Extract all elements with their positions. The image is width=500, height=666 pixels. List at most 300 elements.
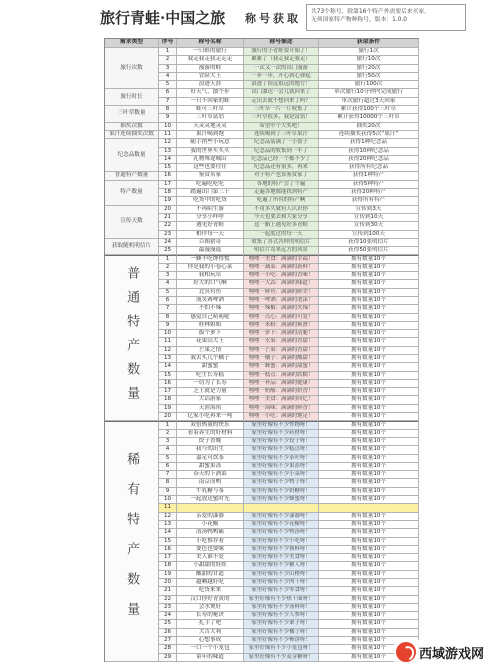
- title-description: 连续喝到了三叶草果汁: [244, 131, 319, 139]
- title-name: 桂林姐姐: [177, 322, 244, 330]
- column-header: 获取条件: [319, 39, 419, 48]
- row-number: 14: [159, 529, 177, 537]
- title-name: 一只不回家的蛙: [177, 98, 244, 106]
- title-name: 童年的味道: [177, 654, 244, 662]
- title-description: 家里好像有不少人参呀！: [244, 612, 319, 620]
- row-number: 24: [159, 239, 177, 247]
- acquisition-condition: 获得50张明信片: [319, 247, 419, 255]
- row-number: 4: [159, 280, 177, 288]
- title-name: 大吉大利: [177, 629, 244, 637]
- title-description: 一步一步，开心到心弹起: [244, 73, 319, 81]
- title-name: 一颗不吃馋得慌: [177, 255, 244, 263]
- title-name: 美人谁不爱: [177, 554, 244, 562]
- acquisition-condition: 拥有数量10个: [319, 330, 419, 338]
- row-number: 2: [159, 430, 177, 438]
- acquisition-condition: 拥有数量10个: [319, 620, 419, 628]
- title-description: 旅行的小青蛙要开始了！: [244, 48, 319, 56]
- watermark-text: 西域游戏网: [419, 645, 485, 661]
- requirement-type: 普通特产数量: [105, 172, 159, 180]
- title-description: 家里好像有不少鸭汤呀！: [244, 529, 319, 537]
- acquisition-condition: 拥有数量10个: [319, 471, 419, 479]
- acquisition-condition: 拥有数量10个: [319, 463, 419, 471]
- acquisition-condition: 拥有数量10个: [319, 264, 419, 272]
- requirement-type: 果汁连续抽奖次数: [105, 131, 159, 139]
- row-number: 28: [159, 645, 177, 653]
- title-description: 一起度过的每一天: [244, 231, 319, 239]
- acquisition-condition: 旅行20次: [319, 65, 419, 73]
- acquisition-condition: 拥有数量10个: [319, 645, 419, 653]
- title-description: 家里好像有不少茶叶呀！: [244, 455, 319, 463]
- acquisition-condition: 拥有数量10个: [319, 413, 419, 421]
- acquisition-condition: 累计获得100个三叶草: [319, 106, 419, 114]
- watermark-logo-icon: [396, 642, 416, 662]
- row-number: 13: [159, 355, 177, 363]
- row-number: 25: [159, 620, 177, 628]
- title-name: 小甜甜的娃娃: [177, 562, 244, 570]
- title-name: 一口一个小笼包: [177, 645, 244, 653]
- title-name: 不怕不辣: [177, 305, 244, 313]
- title-description: 嘿嘿一萝卜：满满的清脆！: [244, 330, 319, 338]
- acquisition-condition: 单次旅行10分钟内完成旅行: [319, 89, 419, 97]
- acquisition-condition: 拥有数量10个: [319, 521, 419, 529]
- row-number: 8: [159, 314, 177, 322]
- row-number: 9: [159, 114, 177, 122]
- acquisition-condition: 拥有数量10个: [319, 654, 419, 662]
- title-name: 扎手了吧: [177, 620, 244, 628]
- title-name: 这些也要往往: [177, 164, 244, 172]
- column-header: 序号: [159, 39, 177, 48]
- title-name: 牛乳糖与茶: [177, 488, 244, 496]
- acquisition-condition: 宣传到30天: [319, 222, 419, 230]
- row-number: 12: [159, 513, 177, 521]
- title-name: 踏遍出门第三十: [177, 189, 244, 197]
- title-description: 纪念品还有很多，再来: [244, 164, 319, 172]
- title-name: 最漫漫遥: [177, 247, 244, 255]
- title-description: 明信片寄来远方的风景: [244, 247, 319, 255]
- watermark: [394, 640, 496, 664]
- title-description: 家里好像有不少糖人呀！: [244, 562, 319, 570]
- acquisition-condition: 拥有数量10个: [319, 322, 419, 330]
- title-description: 家里好像有不少饺子呀！: [244, 438, 319, 446]
- row-number: 24: [159, 612, 177, 620]
- acquisition-condition: 旅行50次: [319, 73, 419, 81]
- acquisition-condition: 拥有数量10个: [319, 455, 419, 463]
- acquisition-condition: 拥有数量10个: [319, 430, 419, 438]
- title-name: 礼物殊途城山: [177, 156, 244, 164]
- title-name: 小吃推荐看: [177, 538, 244, 546]
- row-number: 19: [159, 571, 177, 579]
- title-description: 各地的特产尝了个遍: [244, 181, 319, 189]
- row-number: 15: [159, 538, 177, 546]
- column-header: 称号名称: [177, 39, 244, 48]
- acquisition-condition: 获得20种特产: [319, 189, 419, 197]
- acquisition-condition: 宣传到10天: [319, 214, 419, 222]
- acquisition-condition: 获得所有纪念品: [319, 164, 419, 172]
- title-name: 流笑赛啤酒: [177, 297, 244, 305]
- row-number: 7: [159, 471, 177, 479]
- row-number: 20: [159, 579, 177, 587]
- requirement-type: 稀有特产数量: [105, 421, 159, 662]
- title-description: 家里好像有不少果冻呀！: [244, 463, 319, 471]
- requirement-type: 三叶草数量: [105, 106, 159, 123]
- acquisition-condition: 拥有数量10个: [319, 280, 419, 288]
- title-name: 芝士就是力量: [177, 388, 244, 396]
- row-number: 19: [159, 197, 177, 205]
- title-name: 百图猎奇: [177, 239, 244, 247]
- title-description: 希望中个大奖吧！: [244, 123, 319, 131]
- title-name: 蛙可三叶草: [177, 106, 244, 114]
- row-number: 23: [159, 231, 177, 239]
- acquisition-condition: 旅行1次: [319, 48, 419, 56]
- row-number: 3: [159, 438, 177, 446]
- title-name: 果汁喝到饱: [177, 131, 244, 139]
- title-name: 甜蜜果冻: [177, 463, 244, 471]
- acquisition-condition: 拥有数量10个: [319, 571, 419, 579]
- title-table: [104, 38, 419, 662]
- title-name: 花果山大王: [177, 338, 244, 346]
- acquisition-condition: 获得1种特产: [319, 172, 419, 180]
- row-number: 13: [159, 521, 177, 529]
- row-number: 5: [159, 81, 177, 89]
- title-name: 我相玩卓: [177, 272, 244, 280]
- title-description: 家里好像有不少山楂呀！: [244, 571, 319, 579]
- title-name: 相伴每一天: [177, 231, 244, 239]
- acquisition-condition: 拥有数量10个: [319, 380, 419, 388]
- acquisition-condition: 拥有数量10个: [319, 554, 419, 562]
- title-description: 家里好像有不少炸物呀！: [244, 421, 319, 429]
- acquisition-condition: 拥有数量10个: [319, 513, 419, 521]
- row-number: 23: [159, 604, 177, 612]
- title-name: 亿家小吃再来一吨: [177, 413, 244, 421]
- requirement-type: 抽奖次数: [105, 123, 159, 131]
- title-description: 这一路上遇见好多青蛙: [244, 222, 319, 230]
- page-title: 旅行青蛙·中国之旅: [100, 9, 226, 27]
- title-description: 嘿嘿一海味：满满的鲜香！: [244, 405, 319, 413]
- row-number: 27: [159, 637, 177, 645]
- row-number: 12: [159, 347, 177, 355]
- title-description: 嘿嘿一辣椒：满满的火辣！: [244, 305, 319, 313]
- row-number: 16: [159, 380, 177, 388]
- title-description: 三叶草很多，我是富翁！: [244, 114, 319, 122]
- title-description: 嘿嘿一小吃：满满的饱足！: [244, 413, 319, 421]
- column-header: 需求类型: [105, 39, 159, 48]
- row-number: 8: [159, 106, 177, 114]
- row-number: 10: [159, 496, 177, 504]
- acquisition-condition: 拥有数量10个: [319, 396, 419, 404]
- requirement-type: 获取随机明信片: [105, 239, 159, 256]
- acquisition-condition: 拥有数量10个: [319, 596, 419, 604]
- acquisition-condition: 拥有数量10个: [319, 587, 419, 595]
- row-number: 19: [159, 405, 177, 413]
- title-description: 嘿嘿一大蒜：满满的味道！: [244, 280, 319, 288]
- title-description: 嘿嘿一美食：满满的幸福！: [244, 255, 319, 263]
- row-number: 17: [159, 388, 177, 396]
- title-name: 大话游家: [177, 396, 244, 404]
- title-name: 天涯海角: [177, 405, 244, 413]
- row-number: 5: [159, 455, 177, 463]
- title-description: 家里好像有不少小笼包呀！: [244, 645, 319, 653]
- row-number: 14: [159, 156, 177, 164]
- title-name: 双倍热量的快乐: [177, 421, 244, 429]
- acquisition-condition: 拥有数量10个: [319, 289, 419, 297]
- title-description: 家里好像有不少漆器呀！: [244, 513, 319, 521]
- acquisition-condition: 累计获得10000个三叶草: [319, 114, 419, 122]
- row-number: 20: [159, 413, 177, 421]
- title-description: 家里好像有不少酱料呀！: [244, 546, 319, 554]
- title-name: 随手捎些小玩意: [177, 139, 244, 147]
- row-number: 7: [159, 98, 177, 106]
- row-number: 16: [159, 546, 177, 554]
- title-name: 漫游的蛙: [177, 65, 244, 73]
- title-description: 嘿嘿一蔬菜：满满的新鲜！: [244, 264, 319, 272]
- acquisition-condition: 拥有数量10个: [319, 372, 419, 380]
- acquisition-condition: 拥有数量10个: [319, 338, 419, 346]
- row-number: 6: [159, 297, 177, 305]
- title-description: 家里好像有不少小吃呀！: [244, 538, 319, 546]
- acquisition-condition: 获得1种纪念品: [319, 139, 419, 147]
- title-description: 出门溜达一会儿就回来了: [244, 89, 319, 97]
- title-description: 纪念品的收集到一半了: [244, 148, 319, 156]
- acquisition-condition: 获得10张明信片: [319, 239, 419, 247]
- title-description: 家里好像有不少橘子呀！: [244, 629, 319, 637]
- title-description: 纪念品装满了一小袋子: [244, 139, 319, 147]
- acquisition-condition: 拥有数量10个: [319, 305, 419, 313]
- title-name: 春天的下酒菜: [177, 471, 244, 479]
- row-number: 17: [159, 554, 177, 562]
- title-name: 饺子香晚: [177, 438, 244, 446]
- title-description: 嘿嘿一美食：满满的回忆！: [244, 396, 319, 404]
- row-number: 25: [159, 247, 177, 255]
- title-description: 嘿嘿一小吃：满满的香味！: [244, 272, 319, 280]
- title-name: 天灵灵地灵灵: [177, 123, 244, 131]
- title-name: 南京卤鸭: [177, 479, 244, 487]
- title-name: 甜蜜蜜: [177, 363, 244, 371]
- requirement-type: 旅行次数: [105, 48, 159, 89]
- requirement-type: 纪念品数量: [105, 139, 159, 172]
- acquisition-condition: 拥有数量10个: [319, 488, 419, 496]
- title-description: 家里好像有不少糕点呀！: [244, 446, 319, 454]
- title-name: 看着养生的好材料: [177, 430, 244, 438]
- row-number: 4: [159, 73, 177, 81]
- acquisition-condition: 获得所有特产: [319, 197, 419, 205]
- row-number: 29: [159, 654, 177, 662]
- acquisition-condition: 拥有数量10个: [319, 529, 419, 537]
- title-description: 三叶草一片一片收集了: [244, 106, 319, 114]
- row-number: 17: [159, 181, 177, 189]
- row-number: 3: [159, 65, 177, 73]
- acquisition-condition: 拥有数量10个: [319, 496, 419, 504]
- title-description: 累累了（我走我走我走）: [244, 56, 319, 64]
- acquisition-condition: 拥有数量10个: [319, 355, 419, 363]
- title-description: 家里好像有不少奶糖呀！: [244, 488, 319, 496]
- row-number: 10: [159, 123, 177, 131]
- title-description: 家里好像有不少蜂蜜呀！: [244, 496, 319, 504]
- acquisition-condition: 拥有数量10个: [319, 314, 419, 322]
- title-name: 三叶草富翁: [177, 114, 244, 122]
- row-number: 6: [159, 89, 177, 97]
- title-description: 嘿嘿一补品：满满的健康！: [244, 380, 319, 388]
- row-number: 2: [159, 264, 177, 272]
- title-name: 好大的口气啊: [177, 280, 244, 288]
- requirement-type: 特产数量: [105, 181, 159, 206]
- title-name: 芒果之情: [177, 347, 244, 355]
- acquisition-condition: 抽奖20次: [319, 123, 419, 131]
- title-description: 走出去就不想回来了吗？: [244, 98, 319, 106]
- acquisition-condition: 拥有数量10个: [319, 538, 419, 546]
- page-subtitle: 称号获取: [245, 12, 301, 25]
- acquisition-condition: 拥有数量10个: [319, 546, 419, 554]
- title-name: 吃货中的吃货: [177, 197, 244, 205]
- title-description: 嘿嘿一蜂蜜：满满的甜蜜！: [244, 363, 319, 371]
- acquisition-condition: 拥有数量10个: [319, 363, 419, 371]
- title-name: 一只蛙的旅行: [177, 48, 244, 56]
- row-number: 10: [159, 330, 177, 338]
- row-number: 2: [159, 56, 177, 64]
- title-description: 嘿嘿一啤酒：满满的泡沫！: [244, 297, 319, 305]
- acquisition-condition: 拥有数量10个: [319, 272, 419, 280]
- acquisition-condition: 拥有数量10个: [319, 562, 419, 570]
- acquisition-condition: 旅行100次: [319, 81, 419, 89]
- title-description: 家里好像有不少肉干呀！: [244, 579, 319, 587]
- row-number: 15: [159, 164, 177, 172]
- row-number: 22: [159, 596, 177, 604]
- summary-note-line: 无须国家特产物种称号，版本：1.0.0: [311, 17, 407, 23]
- title-name: 浪迹天涯: [177, 81, 244, 89]
- row-number: 20: [159, 206, 177, 214]
- row-number: 4: [159, 446, 177, 454]
- title-description: 一次又一次的出门漫游: [244, 65, 319, 73]
- title-description: 家里好像有不少柿饼呀！: [244, 637, 319, 645]
- acquisition-condition: 拥有数量10个: [319, 629, 419, 637]
- title-description: 今天也要去和大家分享: [244, 214, 319, 222]
- row-number: 21: [159, 587, 177, 595]
- title-description: [244, 504, 319, 512]
- title-name: 小花椒: [177, 521, 244, 529]
- row-number: 1: [159, 255, 177, 263]
- row-number: 18: [159, 562, 177, 570]
- title-name: 酸甜的甘道: [177, 571, 244, 579]
- title-name: 我走我走我走走走: [177, 56, 244, 64]
- row-number: 12: [159, 139, 177, 147]
- title-description: 家里好像有不少美食呀！: [244, 554, 319, 562]
- title-name: 一起放送蜜时光: [177, 496, 244, 504]
- acquisition-condition: [319, 504, 419, 512]
- title-description: 嘿嘿一糕点：满满的软糯！: [244, 372, 319, 380]
- row-number: 9: [159, 322, 177, 330]
- row-number: 6: [159, 463, 177, 471]
- title-name: 分享小咋呼: [177, 214, 244, 222]
- row-number: 26: [159, 629, 177, 637]
- title-description: 浪迹了很远很远的地方！: [244, 81, 319, 89]
- title-name: 吃货来来: [177, 587, 244, 595]
- row-number: 8: [159, 479, 177, 487]
- summary-note-line: 共73个称号，除第16个特产外需要后来买家，: [311, 9, 431, 15]
- title-description: 嘿嘿一橘子：满满的酸甜！: [244, 355, 319, 363]
- title-name: 不再陌生游: [177, 206, 244, 214]
- row-number: 15: [159, 372, 177, 380]
- title-description: 家里好像有不少花椒呀！: [244, 521, 319, 529]
- requirement-type: 普通特产数量: [105, 255, 159, 421]
- title-name: 心想事成: [177, 637, 244, 645]
- acquisition-condition: 拥有数量10个: [319, 388, 419, 396]
- acquisition-condition: 获得10种纪念品: [319, 148, 419, 156]
- title-name: 亲爱的漆器: [177, 513, 244, 521]
- title-description: 收集了各式各样的明信片: [244, 239, 319, 247]
- requirement-type: 旅行时长: [105, 89, 159, 106]
- title-description: 家里好像有不少鸭子呀！: [244, 479, 319, 487]
- acquisition-condition: 拥有数量10个: [319, 347, 419, 355]
- title-description: 家里好像有不少麦芽糖呀！: [244, 654, 319, 662]
- title-description: 不用多久就有人认识你: [244, 206, 319, 214]
- acquisition-condition: 拥有数量10个: [319, 446, 419, 454]
- acquisition-condition: 获得20种纪念品: [319, 156, 419, 164]
- acquisition-condition: 获得5种特产: [319, 181, 419, 189]
- title-name: 遇见好青蛙: [177, 222, 244, 230]
- row-number: 11: [159, 338, 177, 346]
- title-description: 嘿嘿一奶酪：满满的奶香！: [244, 388, 319, 396]
- row-number: 13: [159, 148, 177, 156]
- title-name: 北冥有鱼: [177, 289, 244, 297]
- row-number: 5: [159, 289, 177, 297]
- row-number: 18: [159, 396, 177, 404]
- row-number: 9: [159, 488, 177, 496]
- column-header: 称号描述: [244, 39, 319, 48]
- title-name: 吃遍吃吃吃: [177, 181, 244, 189]
- acquisition-condition: 拥有数量10个: [319, 579, 419, 587]
- title-description: 家里好像有不少小菜呀！: [244, 471, 319, 479]
- title-name: 吃生长寿糕: [177, 372, 244, 380]
- row-number: 7: [159, 305, 177, 313]
- row-number: 3: [159, 272, 177, 280]
- row-number: 14: [159, 363, 177, 371]
- title-name: 我去买几个橘子: [177, 355, 244, 363]
- title-name: 我与幼出生: [177, 446, 244, 454]
- acquisition-condition: 拥有数量10个: [319, 479, 419, 487]
- acquisition-condition: 拥有数量10个: [319, 297, 419, 305]
- requirement-type: 宣传天数: [105, 206, 159, 239]
- title-description: 走遍各地都能找到特产: [244, 189, 319, 197]
- acquisition-condition: 拥有数量10个: [319, 421, 419, 429]
- summary-note: [306, 4, 466, 31]
- title-name: 会水煲好: [177, 604, 244, 612]
- title-description: 嘿嘿一点心：满满的可爱！: [244, 314, 319, 322]
- acquisition-condition: 拥有数量10个: [319, 405, 419, 413]
- title-description: 嘿嘿一米粉：满满的爽滑！: [244, 322, 319, 330]
- row-number: 21: [159, 214, 177, 222]
- title-name: [177, 504, 244, 512]
- acquisition-condition: 拥有数量10个: [319, 637, 419, 645]
- title-description: 家里好像有不少汤料呀！: [244, 604, 319, 612]
- title-description: 嘿嘿一水果：满满的香甜！: [244, 338, 319, 346]
- title-name: 冒险大王: [177, 73, 244, 81]
- title-name: 要色也要味: [177, 546, 244, 554]
- title-name: 越嚼越好吃: [177, 579, 244, 587]
- title-description: 嘿嘿一芒果：满满的香甜！: [244, 347, 319, 355]
- title-description: 家里好像有不少药材呀！: [244, 430, 319, 438]
- title-description: 对于特产也算鉴赏家了: [244, 172, 319, 180]
- title-name: 鉴赏名家: [177, 172, 244, 180]
- acquisition-condition: 旅行10次: [319, 56, 419, 64]
- title-description: 嘿嘿一鲜鱼：满满的鲜美！: [244, 289, 319, 297]
- acquisition-condition: 单次旅行超过3天回家: [319, 98, 419, 106]
- title-name: 嘉足可饮茶: [177, 455, 244, 463]
- row-number: 16: [159, 172, 177, 180]
- acquisition-condition: 拥有数量10个: [319, 612, 419, 620]
- acquisition-condition: 拥有数量10个: [319, 255, 419, 263]
- title-name: 长寿的秘诀: [177, 612, 244, 620]
- title-name: 拔个萝卜: [177, 330, 244, 338]
- title-description: 家里好像有不少栗子呀！: [244, 620, 319, 628]
